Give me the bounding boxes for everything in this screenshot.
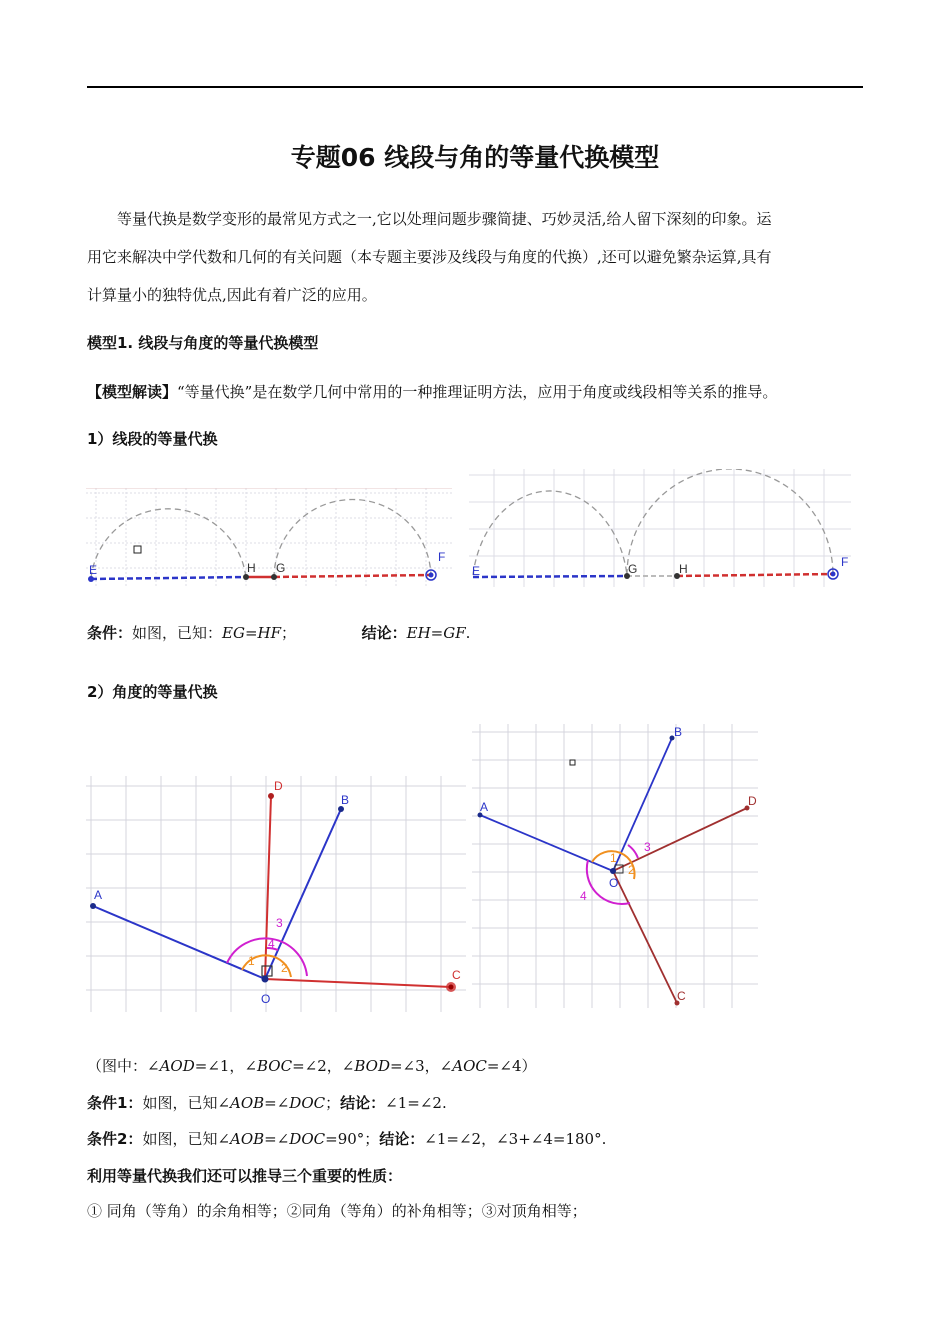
- note-t3: =∠3，: [389, 1057, 440, 1075]
- cond-end: ；: [281, 624, 297, 642]
- ray-oc: [613, 871, 677, 1003]
- condition-segment: [87, 622, 470, 643]
- label-a: A: [94, 888, 103, 902]
- label-1: 1: [248, 954, 255, 968]
- cond-prefix: 如图，已知：: [132, 624, 223, 642]
- model1-heading: 模型1. 线段与角度的等量代换模型: [87, 334, 319, 352]
- note-boc: ∠BOC: [244, 1057, 293, 1075]
- header-rule: [87, 86, 863, 88]
- properties-heading: 利用等量代换我们还可以推导三个重要的性质：: [87, 1167, 403, 1185]
- angle-figure-right: [472, 724, 758, 1008]
- label-o: O: [261, 992, 271, 1006]
- cond1-expr: ∠AOB=∠DOC: [217, 1094, 326, 1112]
- label-h: H: [247, 561, 256, 575]
- ray-oa: [480, 815, 613, 871]
- figure-note: [87, 1055, 537, 1076]
- model-reading: [87, 381, 777, 402]
- label-h: H: [679, 562, 688, 576]
- cond-expr: EG=HF: [222, 624, 282, 642]
- label-1: 1: [610, 851, 617, 865]
- label-d: D: [748, 794, 757, 808]
- label-a: A: [480, 800, 489, 814]
- label-o: O: [609, 876, 619, 890]
- label-g: G: [628, 562, 638, 576]
- label-f: F: [438, 550, 446, 564]
- note-open: （图中：: [87, 1057, 148, 1075]
- note-aod: ∠AOD: [147, 1057, 195, 1075]
- properties-line: ① 同角（等角）的余角相等；②同角（等角）的补角相等；③对顶角相等；: [87, 1202, 587, 1220]
- label-f: F: [841, 555, 849, 569]
- label-c: C: [677, 989, 686, 1003]
- page-title: 专题06 线段与角的等量代换模型: [290, 143, 660, 172]
- label-4: 4: [580, 889, 587, 903]
- cond-label: 条件：: [87, 624, 133, 642]
- section2-heading: 2）角度的等量代换: [87, 683, 218, 701]
- ray-oa: [93, 906, 265, 979]
- small-square: [570, 760, 575, 765]
- cond2-end: =90°；: [325, 1130, 380, 1148]
- cond2-expr: ∠AOB=∠DOC: [217, 1130, 326, 1148]
- segment-figure-right: [469, 469, 851, 587]
- label-3: 3: [644, 840, 651, 854]
- note-t1: =∠1，: [194, 1057, 245, 1075]
- arc-3: [628, 845, 638, 858]
- concl-end: .: [465, 624, 471, 642]
- label-3: 3: [276, 916, 283, 930]
- label-4: 4: [268, 937, 275, 951]
- label-2: 2: [628, 863, 635, 877]
- ray-oc: [265, 979, 451, 987]
- arc-e-g: [473, 491, 627, 575]
- model-reading-label: 【模型解读】: [87, 383, 178, 401]
- arc-h-f: [627, 469, 833, 575]
- arc-g-f: [274, 500, 431, 579]
- segment-gf: [274, 575, 431, 577]
- cond1-concl: ∠1=∠2.: [385, 1094, 447, 1112]
- ray-od: [613, 808, 747, 871]
- intro-line-1: 等量代换是数学变形的最常见方式之一,它以处理问题步骤简捷、巧妙灵活,给人留下深刻的印象。运: [117, 210, 772, 228]
- note-t2: =∠2，: [292, 1057, 342, 1075]
- note-bod: ∠BOD: [341, 1057, 390, 1075]
- cond1-label: 条件1：: [87, 1094, 143, 1112]
- label-e: E: [472, 564, 481, 578]
- label-b: B: [674, 725, 683, 739]
- ray-ob: [613, 738, 672, 871]
- section1-heading: 1）线段的等量代换: [87, 430, 218, 448]
- label-e: E: [89, 563, 98, 577]
- cond1-concl-label: 结论：: [340, 1094, 386, 1112]
- label-g: G: [276, 561, 286, 575]
- small-square: [134, 546, 141, 553]
- grid: [86, 488, 452, 588]
- concl-label: 结论：: [361, 624, 407, 642]
- angle-figure-left: [86, 776, 466, 1012]
- cond1-end: ；: [325, 1094, 341, 1112]
- segment-figure-left: [86, 488, 452, 588]
- cond2-prefix: 如图，已知: [142, 1130, 218, 1148]
- intro-line-3: 计算量小的独特优点,因此有着广泛的应用。: [87, 286, 377, 304]
- model-reading-text: “等量代换”是在数学几何中常用的一种推理证明方法，应用于角度或线段相等关系的推导。: [177, 383, 778, 401]
- cond2-concl: ∠1=∠2，∠3+∠4=180°.: [424, 1130, 607, 1148]
- label-2: 2: [281, 961, 288, 975]
- condition-1: [87, 1092, 447, 1113]
- label-d: D: [274, 779, 283, 793]
- intro-line-2: 用它来解决中学代数和几何的有关问题（本专题主要涉及线段与角度的代换）,还可以避免繁杂运算,具有: [87, 248, 772, 266]
- segment-eh: [91, 577, 246, 579]
- label-b: B: [341, 793, 350, 807]
- cond1-prefix: 如图，已知: [142, 1094, 218, 1112]
- cond2-concl-label: 结论：: [379, 1130, 425, 1148]
- label-c: C: [452, 968, 461, 982]
- cond2-label: 条件2：: [87, 1130, 143, 1148]
- ray-ob: [265, 809, 341, 979]
- condition-2: [87, 1128, 606, 1149]
- note-aoc: ∠AOC: [439, 1057, 487, 1075]
- note-t4: =∠4）: [486, 1057, 537, 1075]
- concl-expr: EH=GF: [406, 624, 466, 642]
- segment-eg: [473, 576, 627, 577]
- segment-hf: [677, 574, 833, 576]
